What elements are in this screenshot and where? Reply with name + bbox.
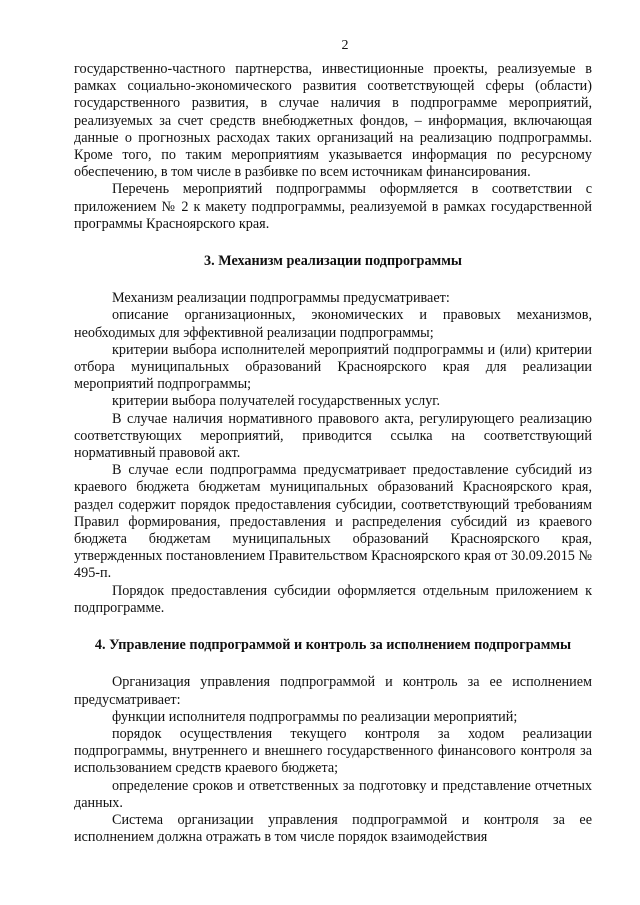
section-3-heading: 3. Механизм реализации подпрограммы	[204, 253, 462, 270]
section-3-paragraph-7: Порядок предоставления субсидии оформляется отдельным приложением к подпрограмме.	[74, 582, 592, 616]
section-4-paragraph-5: Система организации управления подпрограммой и контроля за ее исполнением должна отражать в том числе порядок взаимодействия	[74, 811, 592, 846]
section-3-paragraph-3: критерии выбора исполнителей мероприятий подпрограммы и (или) критерии отбора муниципальных образований Красноярского края для реализации мероприятий подпрограммы;	[74, 341, 592, 393]
section-4-paragraph-1: Организация управления подпрограммой и контроль за ее исполнением предусматривает:	[74, 674, 592, 708]
section-3-paragraph-1: Механизм реализации подпрограммы предусматривает:	[112, 290, 450, 307]
section-4-paragraph-2: функции исполнителя подпрограммы по реализации мероприятий;	[112, 708, 518, 725]
section-4-paragraph-3: порядок осуществления текущего контроля за ходом реализации подпрограммы, внутреннего и внешнего государственного финансового контроля за использованием средств краевого бюджета;	[74, 725, 592, 777]
intro-paragraph-2: Перечень мероприятий подпрограммы оформляется в соответствии с приложением № 2 к макету подпрограммы, реализуемой в рамках государственной программы Красноярского края.	[74, 181, 592, 232]
page-number: 2	[341, 38, 349, 53]
intro-section	[74, 61, 592, 233]
section-3-paragraph-4: критерии выбора получателей государственных услуг.	[112, 393, 441, 410]
section-3-body	[74, 290, 592, 617]
section-4-paragraph-4: определение сроков и ответственных за подготовку и представление отчетных данных.	[74, 777, 592, 811]
section-4-body	[74, 674, 592, 846]
section-4-heading: 4. Управление подпрограммой и контроль за исполнением подпрограммы	[94, 637, 572, 654]
intro-paragraph-1: государственно-частного партнерства, инвестиционные проекты, реализуемые в рамках социально-экономического развития соответствующей сферы (области) государственного развития, в случае наличия в подпрограмме мероприятий, реализуемых за счет средств внебюджетных фондов, – информация, включающая данные о прогнозных расходах таких организаций на реализацию подпрограммы. Кроме того, по таким мероприятиям указывается информация по ресурсному обеспечению, в том числе в разбивке по всем источникам финансирования.	[74, 61, 592, 181]
section-3-paragraph-6: В случае если подпрограмма предусматривает предоставление субсидий из краевого бюджета бюджетам муниципальных образований Красноярского края, раздел содержит порядок предоставления субсидии, соответствующий требованиям Правил формирования, предоставления и распределения субсидий из краевого бюджета бюджетам муниципальных образований Красноярского края, утвержденных постановлением Правительством Красноярского края от 30.09.2015 № 495-п.	[74, 462, 592, 582]
section-3-paragraph-2: описание организационных, экономических и правовых механизмов, необходимых для эффективной реализации подпрограммы;	[74, 307, 592, 341]
section-3-paragraph-5: В случае наличия нормативного правового акта, регулирующего реализацию соответствующих мероприятий, приводится ссылка на соответствующий нормативный правовой акт.	[74, 410, 592, 462]
